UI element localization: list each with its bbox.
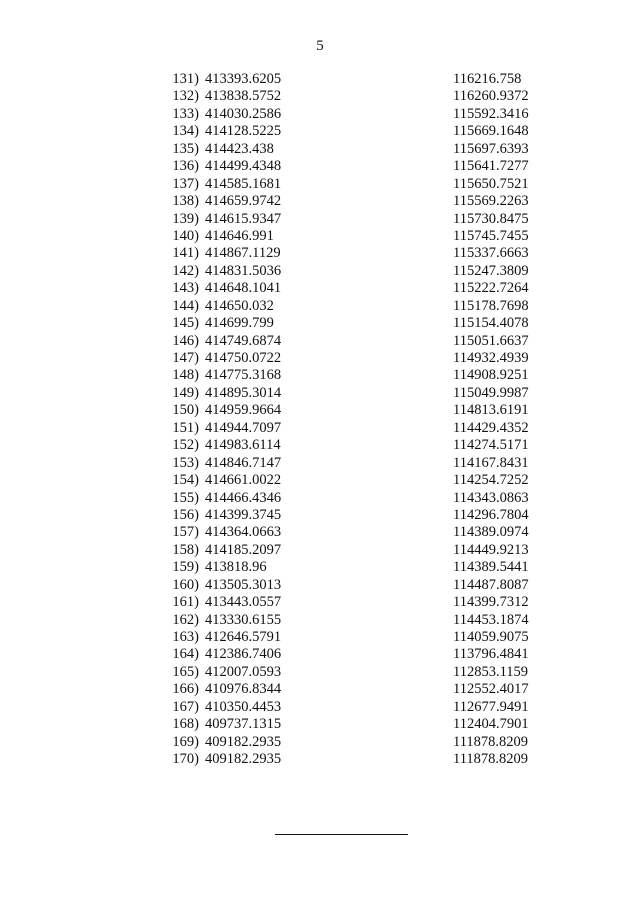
table-row	[0, 524, 640, 541]
row-number: 157)	[172, 524, 199, 541]
table-row	[0, 333, 640, 350]
y-coordinate: 111878.8209	[453, 733, 529, 750]
row-number: 132)	[172, 88, 199, 105]
table-row	[0, 594, 640, 611]
table-row	[0, 507, 640, 524]
y-coordinate: 115178.7698	[453, 297, 529, 314]
x-coordinate: 414030.2586	[205, 105, 282, 122]
row-number: 133)	[172, 105, 199, 122]
y-coordinate: 114389.0974	[453, 524, 529, 541]
y-coordinate: 115650.7521	[453, 175, 529, 192]
y-coordinate: 115222.7264	[453, 280, 529, 297]
row-number: 163)	[172, 629, 199, 645]
x-coordinate: 414646.991	[205, 227, 274, 244]
y-coordinate: 115641.7277	[453, 158, 529, 175]
row-number: 141)	[172, 245, 199, 262]
table-row	[0, 298, 640, 315]
table-row	[0, 751, 640, 768]
row-number: 159)	[172, 559, 199, 576]
y-coordinate: 114389.5441	[453, 559, 529, 576]
y-coordinate: 115745.7455	[453, 227, 529, 244]
table-row	[0, 315, 640, 332]
row-number: 167)	[172, 698, 199, 715]
x-coordinate: 414185.2097	[205, 541, 282, 558]
row-number: 142)	[172, 262, 199, 279]
x-coordinate: 414650.032	[205, 297, 274, 314]
row-number: 164)	[172, 646, 199, 663]
y-coordinate: 114449.9213	[453, 541, 529, 558]
row-number: 150)	[172, 402, 199, 419]
table-row	[0, 646, 640, 663]
y-coordinate: 115592.3416	[453, 105, 529, 122]
y-coordinate: 114429.4352	[453, 419, 529, 436]
row-number: 156)	[172, 506, 199, 523]
row-number: 137)	[172, 175, 199, 192]
table-row	[0, 211, 640, 228]
table-row	[0, 385, 640, 402]
x-coordinate: 413818.96	[205, 559, 267, 576]
table-row	[0, 88, 640, 105]
table-row	[0, 612, 640, 629]
y-coordinate: 115730.8475	[453, 210, 529, 227]
row-number: 170)	[172, 751, 199, 768]
y-coordinate: 115049.9987	[453, 384, 529, 401]
row-number: 139)	[172, 210, 199, 227]
x-coordinate: 414775.3168	[205, 367, 282, 384]
x-coordinate: 413393.6205	[205, 71, 282, 87]
row-number: 168)	[172, 716, 199, 733]
x-coordinate: 412646.5791	[205, 629, 282, 645]
x-coordinate: 414749.6874	[205, 332, 282, 349]
y-coordinate: 111878.8209	[453, 751, 529, 768]
row-number: 148)	[172, 367, 199, 384]
y-coordinate: 112677.9491	[453, 698, 529, 715]
table-row	[0, 228, 640, 245]
y-coordinate: 115247.3809	[453, 262, 529, 279]
x-coordinate: 414831.5036	[205, 262, 282, 279]
x-coordinate: 414364.0663	[205, 524, 282, 541]
row-number: 135)	[172, 140, 199, 157]
y-coordinate: 114813.6191	[453, 402, 529, 419]
y-coordinate: 115697.6393	[453, 140, 529, 157]
table-row	[0, 577, 640, 594]
row-number: 149)	[172, 384, 199, 401]
table-row	[0, 681, 640, 698]
row-number: 146)	[172, 332, 199, 349]
table-row	[0, 367, 640, 384]
y-coordinate: 115337.6663	[453, 245, 529, 262]
x-coordinate: 414659.9742	[205, 193, 282, 210]
y-coordinate: 114343.0863	[453, 489, 529, 506]
table-row	[0, 245, 640, 262]
row-number: 143)	[172, 280, 199, 297]
page-number: 5	[316, 38, 324, 54]
y-coordinate: 113796.4841	[453, 646, 529, 663]
x-coordinate: 414959.9664	[205, 402, 282, 419]
table-row	[0, 123, 640, 140]
row-number: 131)	[172, 71, 199, 87]
row-number: 151)	[172, 419, 199, 436]
y-coordinate: 114296.7804	[453, 506, 529, 523]
y-coordinate: 115669.1648	[453, 123, 529, 140]
x-coordinate: 414466.4346	[205, 489, 282, 506]
y-coordinate: 116260.9372	[453, 88, 529, 105]
x-coordinate: 414983.6114	[205, 437, 281, 454]
y-coordinate: 114254.7252	[453, 472, 529, 489]
y-coordinate: 114167.8431	[453, 454, 529, 471]
x-coordinate: 414648.1041	[205, 280, 282, 297]
x-coordinate: 414499.4348	[205, 158, 282, 175]
x-coordinate: 414399.3745	[205, 506, 282, 523]
x-coordinate: 414128.5225	[205, 123, 282, 140]
y-coordinate: 112853.1159	[453, 663, 529, 680]
table-row	[0, 263, 640, 280]
row-number: 162)	[172, 611, 199, 628]
row-number: 152)	[172, 437, 199, 454]
x-coordinate: 414846.7147	[205, 454, 282, 471]
x-coordinate: 414699.799	[205, 315, 274, 332]
row-number: 140)	[172, 227, 199, 244]
table-row	[0, 350, 640, 367]
table-row	[0, 699, 640, 716]
table-row	[0, 420, 640, 437]
x-coordinate: 414867.1129	[205, 245, 281, 262]
row-number: 169)	[172, 733, 199, 750]
table-row	[0, 559, 640, 576]
row-number: 145)	[172, 315, 199, 332]
table-row	[0, 193, 640, 210]
row-number: 160)	[172, 576, 199, 593]
table-row	[0, 734, 640, 751]
x-coordinate: 413330.6155	[205, 611, 282, 628]
table-row	[0, 472, 640, 489]
y-coordinate: 112404.7901	[453, 716, 529, 733]
x-coordinate: 409737.1315	[205, 716, 282, 733]
table-row	[0, 280, 640, 297]
x-coordinate: 414661.0022	[205, 472, 282, 489]
table-row	[0, 158, 640, 175]
y-coordinate: 116216.758	[453, 71, 522, 87]
row-number: 161)	[172, 594, 199, 611]
table-row	[0, 490, 640, 507]
x-coordinate: 414615.9347	[205, 210, 282, 227]
table-row	[0, 402, 640, 419]
x-coordinate: 410976.8344	[205, 681, 282, 698]
x-coordinate: 409182.2935	[205, 733, 282, 750]
table-row	[0, 455, 640, 472]
y-coordinate: 114399.7312	[453, 594, 529, 611]
x-coordinate: 414944.7097	[205, 419, 282, 436]
table-row	[0, 106, 640, 123]
y-coordinate: 114487.8087	[453, 576, 529, 593]
x-coordinate: 414585.1681	[205, 175, 282, 192]
table-row	[0, 141, 640, 158]
y-coordinate: 112552.4017	[453, 681, 529, 698]
table-row	[0, 716, 640, 733]
coordinate-table	[0, 71, 640, 769]
x-coordinate: 413505.3013	[205, 576, 282, 593]
x-coordinate: 414750.0722	[205, 350, 282, 366]
table-row	[0, 664, 640, 681]
y-coordinate: 114274.5171	[453, 437, 529, 454]
y-coordinate: 114453.1874	[453, 611, 529, 628]
x-coordinate: 413443.0557	[205, 594, 282, 611]
footer-rule	[275, 834, 408, 835]
table-row	[0, 71, 640, 88]
row-number: 165)	[172, 663, 199, 680]
x-coordinate: 413838.5752	[205, 88, 282, 105]
row-number: 147)	[172, 350, 199, 366]
y-coordinate: 115569.2263	[453, 193, 529, 210]
y-coordinate: 115051.6637	[453, 332, 529, 349]
y-coordinate: 115154.4078	[453, 315, 529, 332]
x-coordinate: 412386.7406	[205, 646, 282, 663]
row-number: 154)	[172, 472, 199, 489]
x-coordinate: 412007.0593	[205, 663, 282, 680]
x-coordinate: 410350.4453	[205, 698, 282, 715]
x-coordinate: 414895.3014	[205, 384, 282, 401]
row-number: 144)	[172, 297, 199, 314]
row-number: 153)	[172, 454, 199, 471]
y-coordinate: 114932.4939	[453, 350, 529, 366]
row-number: 158)	[172, 541, 199, 558]
row-number: 138)	[172, 193, 199, 210]
row-number: 166)	[172, 681, 199, 698]
y-coordinate: 114908.9251	[453, 367, 529, 384]
row-number: 134)	[172, 123, 199, 140]
y-coordinate: 114059.9075	[453, 629, 529, 645]
x-coordinate: 414423.438	[205, 140, 274, 157]
row-number: 136)	[172, 158, 199, 175]
x-coordinate: 409182.2935	[205, 751, 282, 768]
table-row	[0, 629, 640, 646]
table-row	[0, 437, 640, 454]
table-row	[0, 176, 640, 193]
row-number: 155)	[172, 489, 199, 506]
table-row	[0, 542, 640, 559]
